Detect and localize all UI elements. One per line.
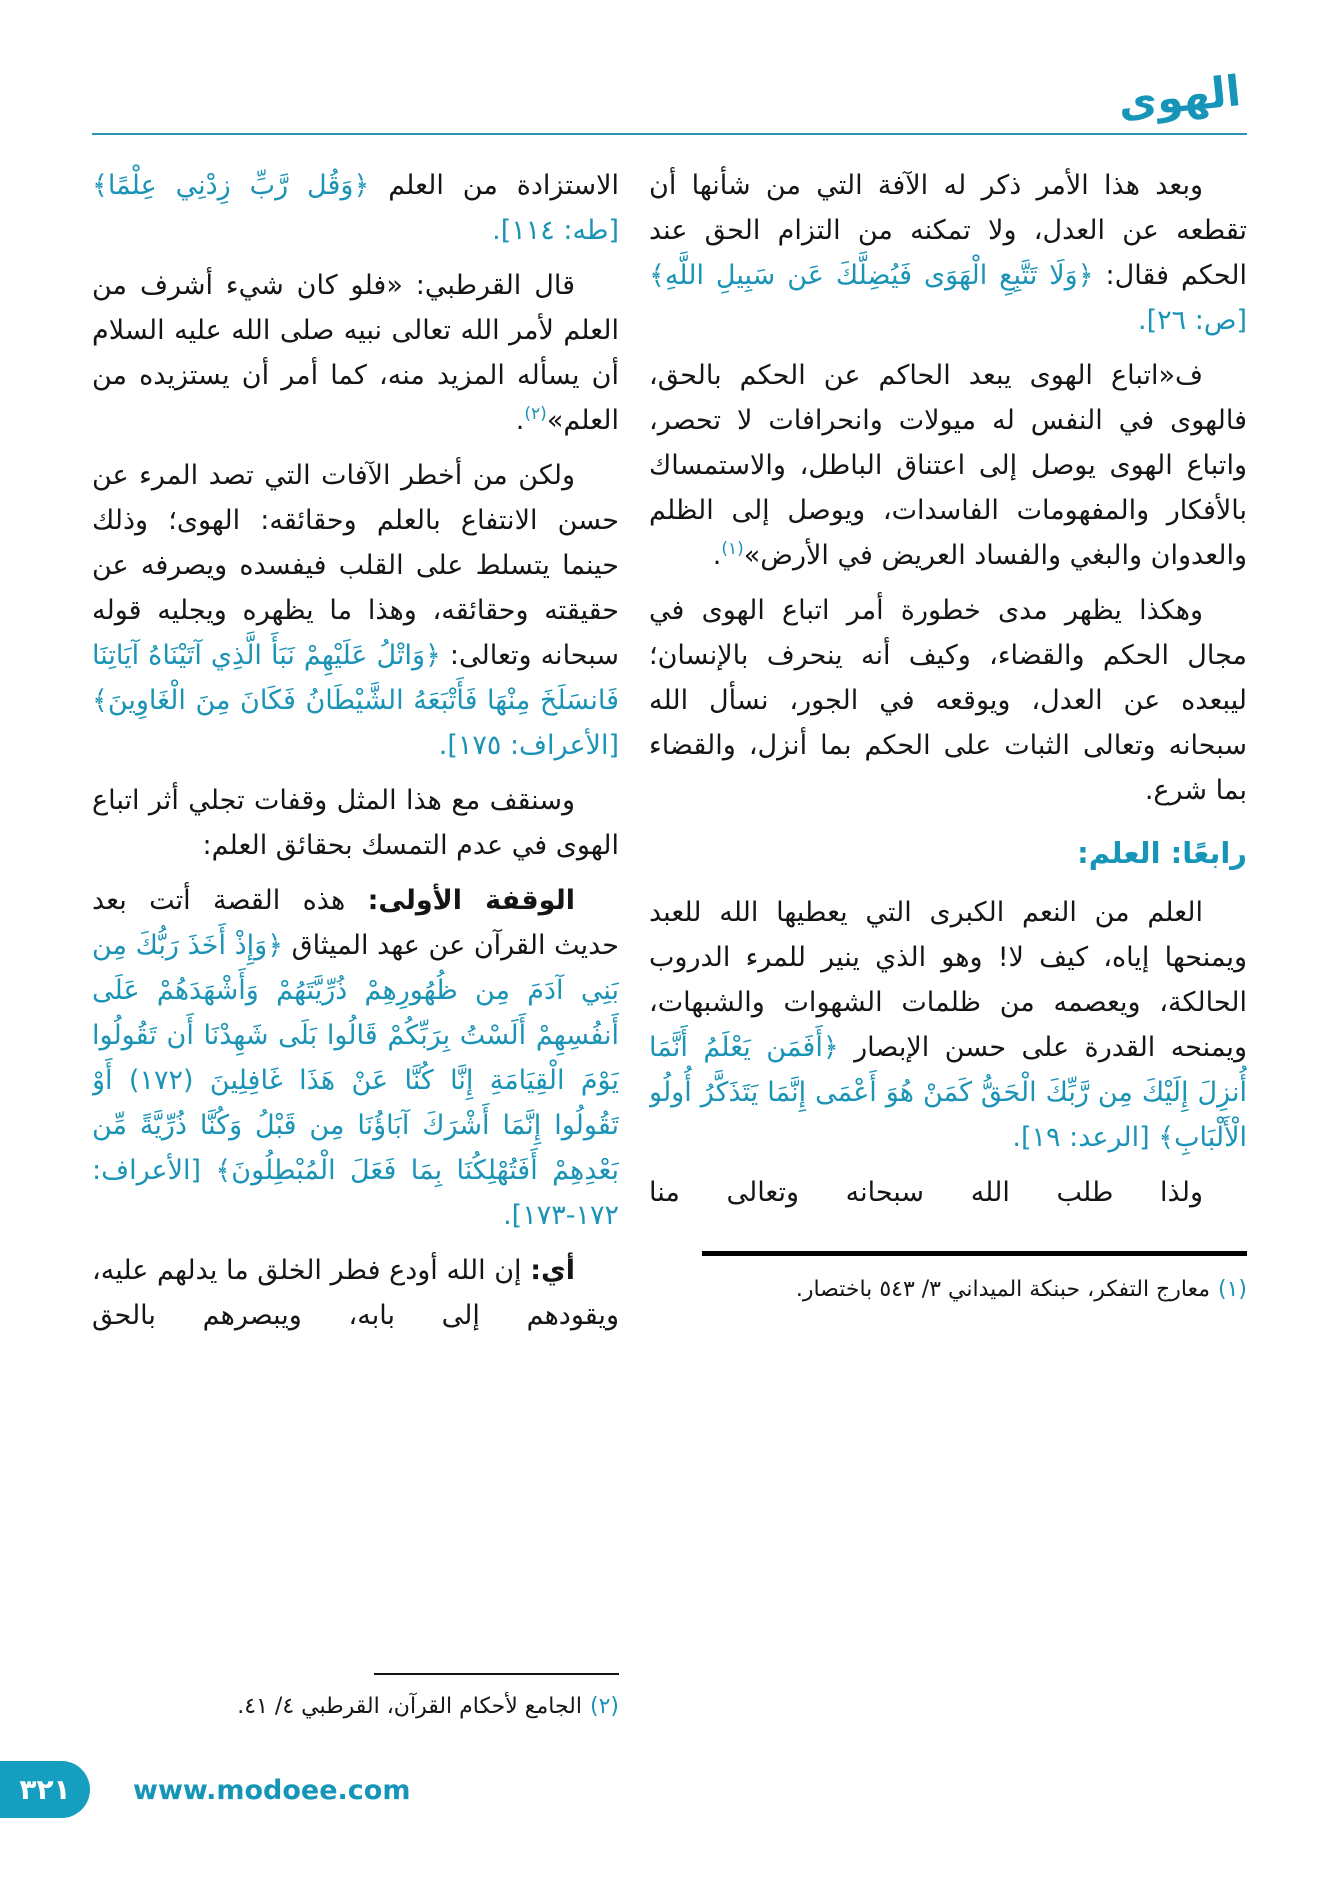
verse-reference: [طه: ١١٤].: [492, 215, 619, 246]
verse-reference: [ص: ٢٦].: [1138, 305, 1247, 336]
left-column: [92, 163, 619, 1725]
paragraph: [92, 453, 619, 768]
footnote-text: الجامع لأحكام القرآن، القرطبي ٤/ ٤١.: [237, 1694, 582, 1719]
body-text: وبعد هذا الأمر ذكر له الآفة التي من شأنها أن تقطعه عن العدل، ولا تمكنه من التزام الحق عند الحكم فقال:: [649, 170, 1247, 291]
verse-reference: [الأعراف: ١٧٥].: [438, 730, 619, 761]
verse-reference: [الرعد: ١٩].: [1012, 1122, 1159, 1153]
footnote-marker: (١): [721, 539, 744, 559]
body-text: الاستزادة من العلم: [369, 170, 619, 201]
quran-verse: ﴿أَفَمَن يَعْلَمُ أَنَّمَا أُنزِلَ إِلَيْكَ مِن رَّبِّكَ الْحَقُّ كَمَنْ هُوَ أَعْمَى إِنَّمَا يَتَذَكَّرُ أُولُو الْأَلْبَابِ﴾: [649, 1032, 1247, 1153]
body-text: .: [712, 540, 722, 571]
body-text: ف«اتباع الهوى يبعد الحاكم عن الحكم بالحق، فالهوى في النفس له ميولات وانحرافات لا تحصر، واتباع الهوى يوصل إلى اعتناق الباطل، والاستمساك بالأفكار والمفهومات الفاسدات، ويوصل إلى الظلم والعدوان والبغي والفساد العريض في الأرض»: [649, 360, 1247, 571]
quran-verse: ﴿وَاتْلُ عَلَيْهِمْ نَبَأَ الَّذِي آتَيْنَاهُ آيَاتِنَا فَانسَلَخَ مِنْهَا فَأَتْبَعَهُ الشَّيْطَانُ فَكَانَ مِنَ الْغَاوِينَ﴾: [92, 640, 619, 716]
paragraph: [92, 263, 619, 443]
paragraph: [649, 1170, 1247, 1215]
footnote-text: معارج التفكر، حبنكة الميداني ٣/ ٥٤٣ باختصار.: [795, 1277, 1210, 1302]
footnote-marker: (٢): [524, 404, 547, 424]
right-column: [649, 163, 1247, 1725]
body-text: قال القرطبي: «فلو كان شيء أشرف من العلم لأمر الله تعالى نبيه صلى الله عليه السلام أن يسأله المزيد منه، كما أمر أن يستزيده من العلم»: [92, 270, 619, 436]
body-text: العلم من النعم الكبرى التي يعطيها الله للعبد ويمنحها إياه، كيف لا! وهو الذي ينير للمرء الدروب الحالكة، ويعصمه من ظلمات الشهوات والشبهات، ويمنحه القدرة على حسن الإبصار: [649, 897, 1247, 1063]
body-text: وهكذا يظهر مدى خطورة أمر اتباع الهوى في مجال الحكم والقضاء، وكيف أنه ينحرف بالإنسان؛ ليبعده عن العدل، ويوقعه في الجور، نسأل الله سبحانه وتعالى الثبات على الحكم بما أنزل، والقضاء بما شرع.: [649, 595, 1247, 806]
footnote-separator-thick: [702, 1251, 1247, 1256]
paragraph: [92, 1248, 619, 1338]
footnote-block: [649, 1251, 1247, 1308]
body-text: إن الله أودع فطر الخلق ما يدلهم عليه، ويقودهم إلى بابه، ويبصرهم بالحق: [92, 1255, 619, 1331]
footnote: [92, 1689, 619, 1725]
paragraph: [92, 778, 619, 868]
website-text: www.modoee.com: [133, 1775, 411, 1806]
paragraph: [649, 353, 1247, 578]
paragraph-lead: أي:: [530, 1255, 575, 1286]
body-text: وسنقف مع هذا المثل وقفات تجلي أثر اتباع الهوى في عدم التمسك بحقائق العلم:: [92, 785, 619, 861]
body-text: ولكن من أخطر الآفات التي تصد المرء عن حسن الانتفاع بالعلم وحقائقه: الهوى؛ وذلك حينما يتسلط على القلب فيفسده ويصرفه عن حقيقته وحقائقه، وهذا ما يظهره ويجليه قوله سبحانه وتعالى:: [92, 460, 619, 671]
content-columns: [0, 135, 1339, 1725]
paragraph: [649, 163, 1247, 343]
body-text: .: [515, 405, 525, 436]
paragraph: [92, 878, 619, 1238]
quran-verse: ﴿وَلَا تَتَّبِعِ الْهَوَى فَيُضِلَّكَ عَن سَبِيلِ اللَّهِ﴾: [649, 260, 1094, 291]
page-number-badge: [0, 1761, 90, 1818]
paragraph: [649, 588, 1247, 813]
footnote-number: (٢): [589, 1694, 619, 1719]
quran-verse: ﴿وَقُل رَّبِّ زِدْنِي عِلْمًا﴾: [92, 170, 370, 201]
body-text: ولذا طلب الله سبحانه وتعالى منا: [649, 1177, 1203, 1208]
page-header: [0, 0, 1339, 135]
footnote-separator-thin: [374, 1673, 619, 1675]
footnote-number: (١): [1217, 1277, 1247, 1302]
paragraph-lead: الوقفة الأولى:: [367, 885, 575, 916]
page-number: ٣٢١: [19, 1773, 71, 1806]
paragraph: [649, 890, 1247, 1160]
body-text: هذه القصة أتت بعد حديث القرآن عن عهد الميثاق: [92, 885, 619, 961]
paragraph: [92, 163, 619, 253]
section-heading: رابعًا: العلم:: [1077, 836, 1247, 870]
quran-verse: ﴿وَإِذْ أَخَذَ رَبُّكَ مِن بَنِي آدَمَ مِن ظُهُورِهِمْ ذُرِّيَّتَهُمْ وَأَشْهَدَهُمْ عَلَى أَنفُسِهِمْ أَلَسْتُ بِرَبِّكُمْ قَالُوا بَلَى شَهِدْنَا أَن تَقُولُوا يَوْمَ الْقِيَامَةِ إِنَّا كُنَّا عَنْ هَذَا غَافِلِينَ (١٧٢) أَوْ تَقُولُوا إِنَّمَا أَشْرَكَ آبَاؤُنَا مِن قَبْلُ وَكُنَّا ذُرِّيَّةً مِّن بَعْدِهِمْ أَفَتُهْلِكُنَا بِمَا فَعَلَ الْمُبْطِلُونَ﴾: [92, 930, 619, 1186]
footnote-block: [92, 1673, 619, 1725]
verse-reference: [الأعراف: ١٧٢-١٧٣].: [92, 1155, 619, 1231]
footnote: [649, 1272, 1247, 1308]
chapter-title-logo: الهوى: [1116, 66, 1244, 128]
